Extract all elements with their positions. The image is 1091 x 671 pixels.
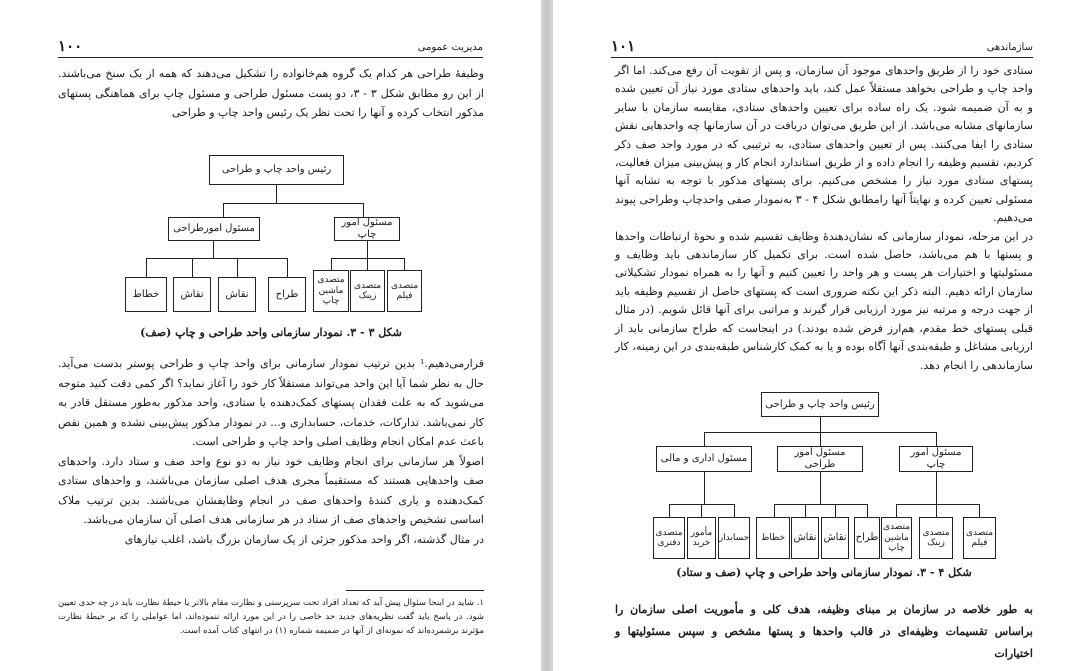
chart-node-admin-manager: مسئول اداری و مالی <box>656 446 752 472</box>
connector <box>704 472 705 504</box>
figure-caption: شکل ۴ - ۳. نمودار سازمانی واحد طراحی و چاپ (صف و ستاد) <box>676 566 972 579</box>
right-page <box>553 0 1091 671</box>
connector <box>276 185 277 203</box>
connector <box>331 258 332 270</box>
connector <box>774 504 775 517</box>
chart-leaf: نقاش <box>791 517 819 559</box>
body-text-bottom: به طور خلاصه در سازمان بر مبنای وظیفه، هدف کلی و مأموریت اصلی سازمان را براساس تقسیمات وظیفه‌ای در قالب واحدها و پستها مشخص و سپس مسئولیتها و اختیارات <box>615 603 1033 660</box>
connector <box>936 472 937 504</box>
running-title: سازماندهی <box>986 42 1033 53</box>
paragraph-top: وظیفهٔ طراحی هر کدام یک گروه هم‌خانواده را تشکیل می‌دهند که همه از یک سنخ می‌باشند. از این رو مطابق شکل ۳ - ۳، دو پست مسئول طراحی و مسئول چاپ برای هماهنگی پستهای مذکور انتخاب کرده و آنها را تحت نظر یک رئیس واحد چاپ و طراحی <box>58 67 484 119</box>
connector <box>287 258 288 277</box>
chart-leaf: متصدی ماشین چاپ <box>313 270 349 312</box>
connector <box>979 504 980 517</box>
chart-leaf: مأمور خرید <box>687 517 716 559</box>
footnote: ۱. شاید در اینجا سئوال پیش آید که تعداد افراد تحت سرپرستی و نظارت مقام بالاتر یا حیطهٔ نظارت باید در چه حدی تعیین شود. در پاسخ باید گفت نظریه‌های جدید حد خاصی را در این مورد ارائه ننموده‌اند، اما عواملی را که بر حیطهٔ نظارت مؤثرند برشمرده‌اند که نمونه‌ای از آنها در ضمیمه شماره (۱) در انتهای کتاب آمده است. <box>58 598 484 636</box>
book-gutter <box>541 0 553 671</box>
connector <box>669 504 670 517</box>
connector <box>896 504 979 505</box>
chart-node-print-manager: مسئول امور چاپ <box>334 217 400 241</box>
chart-leaf: نقاش <box>218 277 256 312</box>
running-title: مدیریت عمومی <box>417 42 483 53</box>
connector <box>192 258 193 277</box>
figure-caption: شکل ۳ - ۳. نمودار سازمانی واحد طراحی و چاپ (صف) <box>140 326 402 339</box>
connector <box>896 504 897 517</box>
chart-leaf: خطاط <box>756 517 790 559</box>
chart-node-print-manager: مسئول امور چاپ <box>899 446 973 472</box>
chart-node-head: رئیس واحد چاپ و طراحی <box>761 392 879 417</box>
chart-node-head: رئیس واحد چاپ و طراحی <box>209 155 344 185</box>
connector <box>363 203 364 217</box>
connector <box>835 504 836 517</box>
chart-leaf: متصدی ماشین چاپ <box>881 517 912 559</box>
connector <box>367 258 368 270</box>
footnote-rule <box>346 590 484 591</box>
body-text: قرارمی‌دهیم.¹ بدین ترتیب نمودار سازمانی برای واحد چاپ و طراحی پوستر بدست می‌آید. حال به نظر شما آیا این واحد می‌تواند مستقلاً کار خود را آغاز نماید؟ اگر کمی دقت کنید متوجه می‌شوید که به علت فقدان پستهای کمک‌دهنده یا ستادی، واحد مذکور به‌طور مستقل قادر به کار نمی‌باشد. تدارکات، خدمات، حسابداری و... در نمودار مذکور پیش‌بینی نشده و همین نقص باعث عدم امکان انجام وظایف اصلی واحد چاپ و طراحی است. اصولاً هر سازمانی برای انجام وظایف خود نیاز به دو نوع واحد صف و ستاد دارد. واحدهای صف واحدهایی هستند که مستقیماً مجری هدف اصلی سازمان می‌باشند، و واحدهای ستادی کمک‌دهنده و یاری کنندهٔ واحدهای صف در انجام وظایفشان می‌باشند. بدین ترتیب ملاک اساسی تشخیص واحدهای صف از ستاد در هر سازمانی هدف اصلی آن سازمان می‌باشد. در مثال گذشته، اگر واحد مذکور جزئی از یک سازمان بزرگ باشد، اغلب نیازهای <box>58 357 484 546</box>
connector <box>146 258 288 259</box>
connector <box>820 472 821 504</box>
chart-leaf: متصدی فیلم <box>387 270 422 312</box>
connector <box>367 241 368 258</box>
chart-leaf: خطاط <box>125 277 167 312</box>
connector <box>331 258 405 259</box>
chart-leaf: متصدی دفتری <box>653 517 685 559</box>
connector <box>404 258 405 270</box>
page-number: ۱۰۱ <box>611 37 636 55</box>
connector <box>704 432 705 446</box>
connector <box>805 504 806 517</box>
page-number: ۱۰۰ <box>58 37 83 55</box>
chart-leaf: طراح <box>854 517 880 559</box>
connector <box>936 504 937 517</box>
left-page <box>0 0 541 671</box>
connector <box>774 504 867 505</box>
chart-leaf: نقاش <box>173 277 211 312</box>
chart-leaf: متصدی فیلم <box>963 517 996 559</box>
page-header <box>611 37 1033 58</box>
page-header <box>58 37 483 58</box>
chart-leaf: حسابدار <box>718 517 750 559</box>
chart-leaf: متصدی زینک <box>919 517 953 559</box>
connector <box>237 258 238 277</box>
connector <box>936 432 937 446</box>
connector <box>867 504 868 517</box>
chart-leaf: طراح <box>268 277 306 312</box>
connector <box>223 203 224 217</box>
connector <box>701 504 702 517</box>
connector <box>223 203 363 204</box>
connector <box>734 504 735 517</box>
chart-leaf: متصدی زینک <box>350 270 385 312</box>
connector <box>213 241 214 258</box>
chart-node-design-manager: مسئول امور طراحی <box>777 446 863 472</box>
connector <box>146 258 147 277</box>
connector <box>820 432 821 446</box>
chart-leaf: نقاش <box>821 517 849 559</box>
body-text: ستادی خود را از طریق واحدهای موجود آن سازمان، و پس از تقویت آن رفع می‌کند. اما اگر واحد چاپ و طراحی بخواهد مستقلاً عمل کند، باید واحدهای ستادی مورد نیاز آن تعیین شده و به آن ضمیمه شود. یک راه ساده برای تعیین واحدهای ستادی، مقایسه سازمان با سایر سازمانهای مشابه می‌باشد. از این طریق می‌توان دریافت در آن سازمانها چه واحدهایی نقش ستادی را ایفا می‌کنند. پس از تعیین واحدهای ستادی، به ترتیبی که در مورد واحد صف ذکر کردیم، تقسیم وظیفه را انجام داده و از طریق استاندارد انجام کار و پیش‌بینی میزان فعالیت، پستهای ستادی مورد نیاز را مشخص می‌کنیم. برای پستهای مذکور با توجه به تشابه آنها مسئولی تعیین کرده و نهایتاً آنها رامطابق شکل ۴ - ۳ به‌نمودار صفی واحدچاپ وطراحی پیوند می‌دهیم. در این مرحله، نمودار سازمانی که نشان‌دهندهٔ وظایف تقسیم شده و نحوهٔ ارتباطات واحدها و پستها با هم می‌باشد، حاصل شده است. برای تکمیل کار سازماندهی باید وظایف و مسئولیتها و اختیارات هر پست و هر واحد را تعیین کنیم و آنها را به همراه نمودار تشکیلاتی سازمان ارائه دهیم. البته ذکر این نکته ضروری است که پستهای حاصل از تقسیم وظیفه باید از جهت درجه و مرتبه نیز مورد ارزیابی قرار گیرند و مراتبی برای آنها قائل شویم. (در مثال قبلی پستهای خط مقدم، هم‌ارز فرض شده بودند.) در اینجاست که طراح سازمانی باید از ارزیابی مشاغل و طبقه‌بندی آنها آگاه بوده و یا به کمک کارشناس طبقه‌بندی در این زمینه، کار سازماندهی را انجام دهد. <box>615 64 1033 372</box>
connector <box>820 417 821 432</box>
chart-node-design-manager: مسئول امورطراحی <box>168 217 260 241</box>
